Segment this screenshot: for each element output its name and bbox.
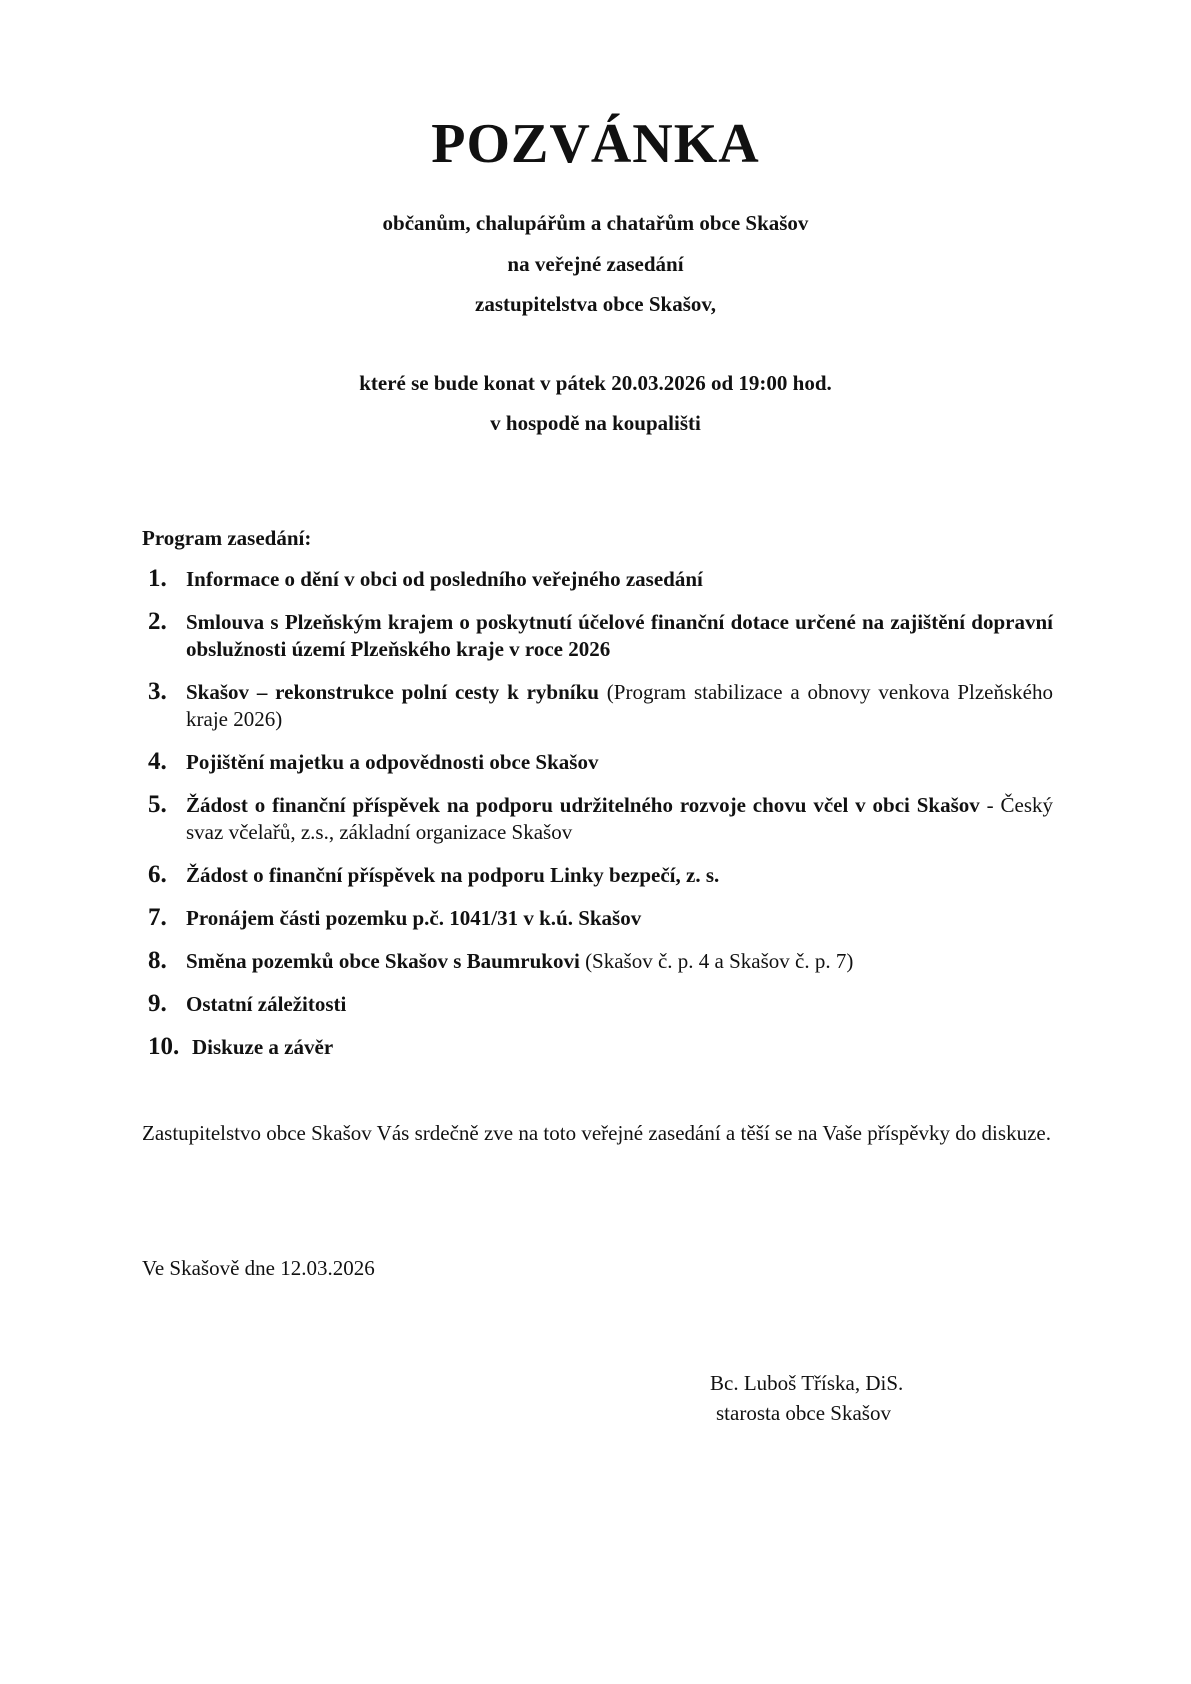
item-text	[192, 1034, 1053, 1061]
program-item	[142, 679, 1053, 733]
item-bold-text: Žádost o finanční příspěvek na podporu Linky bezpečí, z. s.	[186, 863, 720, 887]
date-line: Ve Skašově dne 12.03.2026	[142, 1256, 375, 1280]
item-text	[186, 905, 1053, 932]
item-bold-text: Ostatní záležitosti	[186, 992, 347, 1016]
signature-role: starosta obce Skašov	[716, 1401, 891, 1425]
item-bold-text: Směna pozemků obce Skašov s Baumrukovi	[186, 949, 580, 973]
item-text	[186, 749, 1053, 776]
item-number: 6.	[148, 861, 167, 888]
item-text	[186, 862, 1053, 889]
item-text	[186, 792, 1053, 846]
program-item	[142, 862, 1053, 889]
item-number: 5.	[148, 791, 167, 818]
program-item	[142, 905, 1053, 932]
program-heading: Program zasedání:	[142, 526, 312, 550]
item-bold-text: Informace o dění v obci od posledního veřejného zasedání	[186, 567, 703, 591]
meeting-when: které se bude konat v pátek 20.03.2026 od 19:00 hod.	[359, 371, 832, 395]
item-number: 8.	[148, 947, 167, 974]
program-item	[142, 948, 1053, 975]
item-bold-text: Pojištění majetku a odpovědnosti obce Skašov	[186, 750, 599, 774]
item-number: 7.	[148, 904, 167, 931]
header-line-1: občanům, chalupářům a chatařům obce Skašov	[382, 211, 809, 235]
item-bold-text: Žádost o finanční příspěvek na podporu udržitelného rozvoje chovu včel v obci Skašov	[186, 793, 980, 817]
header-line-3: zastupitelstva obce Skašov,	[475, 292, 716, 316]
program-list	[142, 566, 1053, 1077]
item-normal-text: (Program stabilizace a obnovy venkova Plzeňského kraje 2026)	[186, 680, 1053, 731]
item-text	[186, 948, 1053, 975]
item-bold-text: Diskuze a závěr	[192, 1035, 334, 1059]
program-item	[142, 609, 1053, 663]
item-text	[186, 609, 1053, 663]
item-number: 9.	[148, 990, 167, 1017]
closing-paragraph: Zastupitelstvo obce Skašov Vás srdečně zve na toto veřejné zasedání a těší se na Vaše příspěvky do diskuze.	[142, 1121, 1051, 1145]
item-number: 4.	[148, 748, 167, 775]
item-text	[186, 679, 1053, 733]
meeting-where: v hospodě na koupališti	[490, 411, 701, 435]
document-title: POZVÁNKA	[431, 113, 760, 175]
program-item	[142, 566, 1053, 593]
program-item	[142, 749, 1053, 776]
item-text	[186, 991, 1053, 1018]
item-bold-text: Smlouva s Plzeňským krajem o poskytnutí účelové finanční dotace určené na zajištění dopravní obslužnosti území Plzeňského kraje v roce 2026	[186, 610, 1053, 661]
signature-block	[710, 1368, 903, 1428]
program-item	[142, 792, 1053, 846]
item-bold-text: Pronájem části pozemku p.č. 1041/31 v k.ú. Skašov	[186, 906, 642, 930]
program-item	[142, 1034, 1053, 1061]
item-text	[186, 566, 1053, 593]
program-item	[142, 991, 1053, 1018]
item-bold-text: Skašov – rekonstrukce polní cesty k rybníku	[186, 680, 599, 704]
signature-name: Bc. Luboš Tříska, DiS.	[710, 1371, 904, 1395]
header-line-2: na veřejné zasedání	[507, 252, 684, 276]
item-number: 3.	[148, 678, 167, 705]
item-number: 10.	[148, 1033, 180, 1060]
item-number: 2.	[148, 608, 167, 635]
item-number: 1.	[148, 565, 167, 592]
item-normal-text: (Skašov č. p. 4 a Skašov č. p. 7)	[579, 949, 854, 973]
item-normal-text: - Český svaz včelařů, z.s., základní organizace Skašov	[186, 793, 1053, 844]
